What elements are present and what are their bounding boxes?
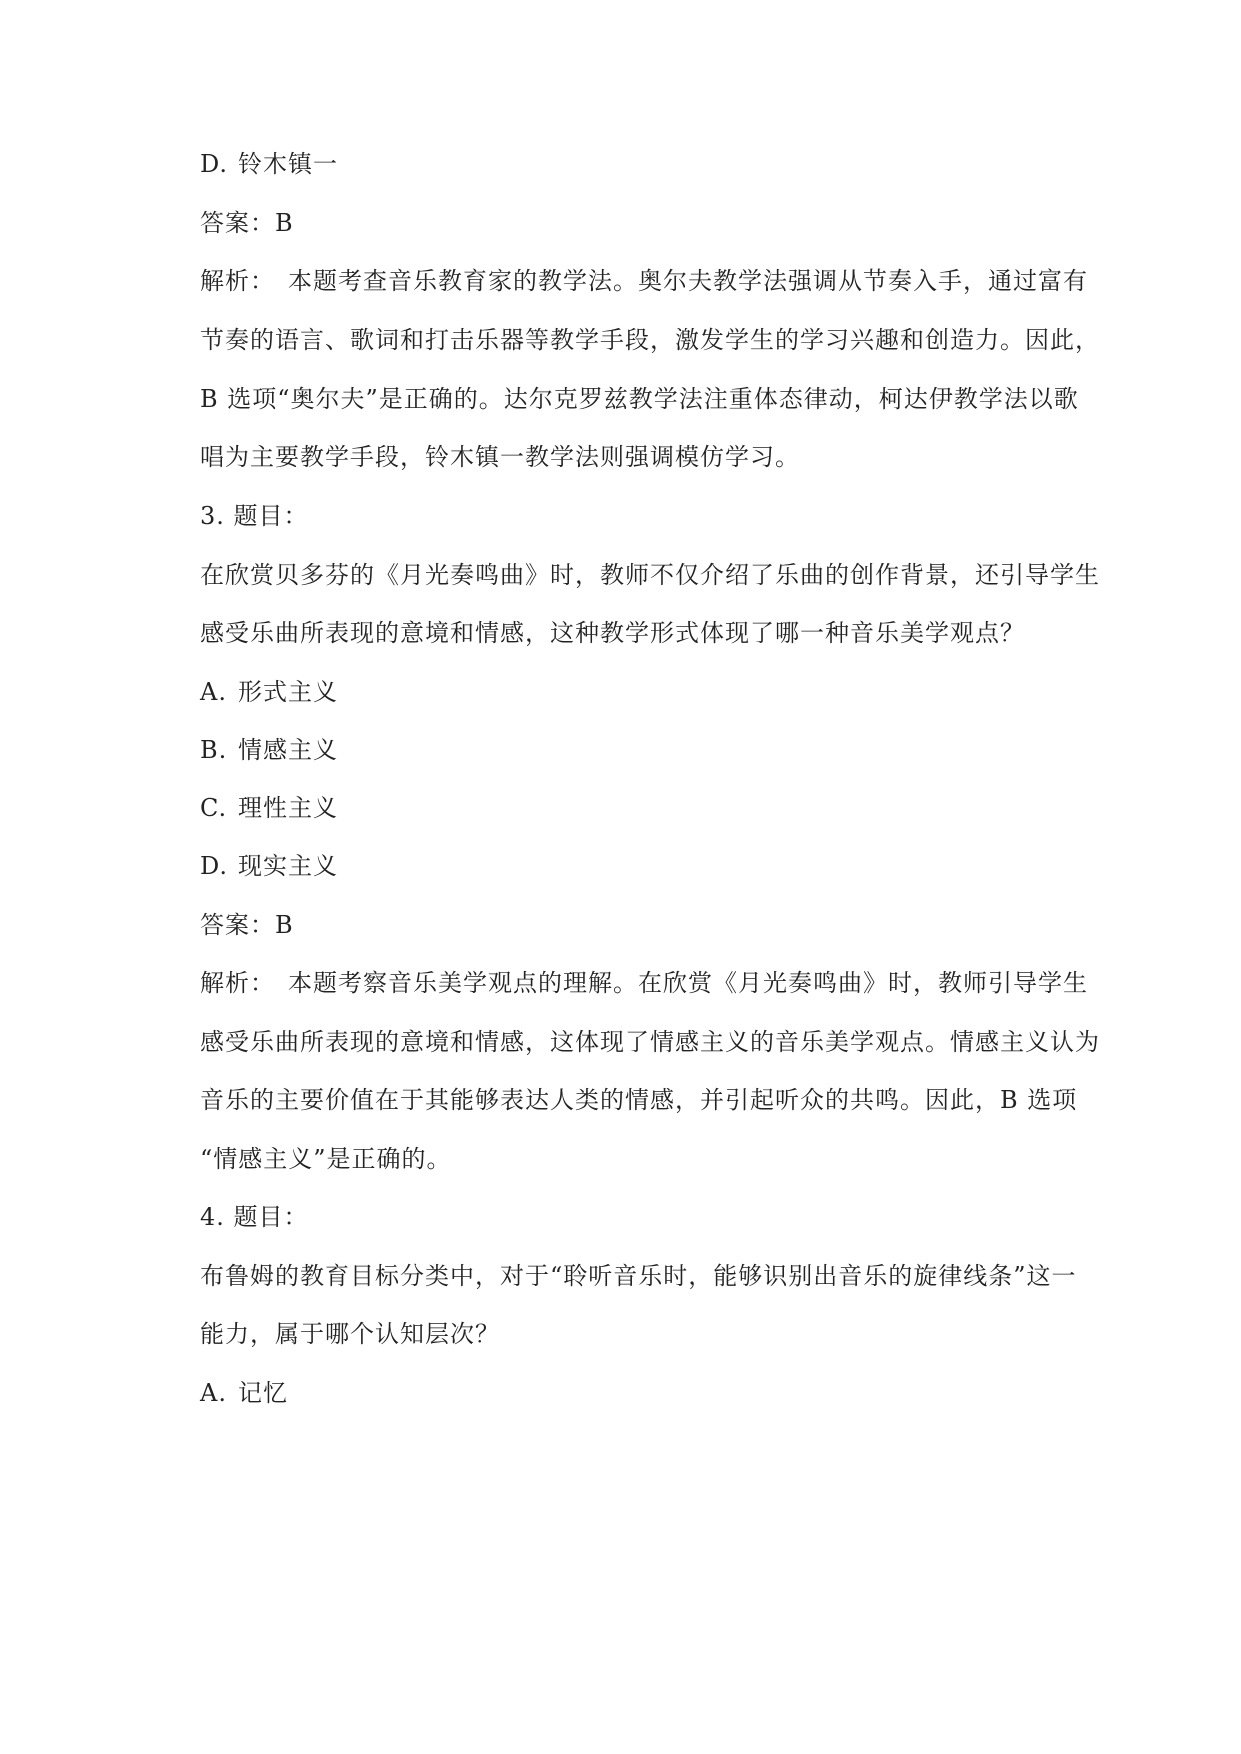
option-text: 形式主义 (238, 678, 338, 706)
option-text: 记忆 (238, 1379, 288, 1407)
explanation-text: 本题考查音乐教育家的教学法。奥尔夫教学法强调从节奏入手，通过富有 (288, 267, 1088, 295)
q3-stem-line-1: 在欣赏贝多芬的《月光奏鸣曲》时，教师不仅介绍了乐曲的创作背景，还引导学生 (200, 561, 1100, 589)
q2-option-d (200, 147, 1100, 181)
answer-value: B (275, 209, 294, 237)
q3-explanation-line-4: “情感主义”是正确的。 (200, 1145, 452, 1173)
answer-value: B (275, 911, 294, 939)
q3-explanation-line-3: 音乐的主要价值在于其能够表达人类的情感，并引起听众的共鸣。因此，B 选项 (200, 1086, 1078, 1114)
option-text: 铃木镇一 (238, 150, 338, 178)
q3-stem-line-2: 感受乐曲所表现的意境和情感，这种教学形式体现了哪一种音乐美学观点？ (200, 619, 1025, 647)
q3-answer (200, 908, 1100, 942)
option-letter: A. (200, 678, 227, 706)
q4-stem-line-1: 布鲁姆的教育目标分类中，对于“聆听音乐时，能够识别出音乐的旋律线条”这一 (200, 1262, 1077, 1290)
option-letter: D. (200, 150, 229, 178)
option-letter: B. (200, 736, 228, 764)
q4-heading: 4. 题目： (200, 1203, 309, 1231)
q3-option-c (200, 791, 1100, 825)
explanation-label: 解析： (200, 267, 275, 295)
answer-label: 答案： (200, 911, 275, 939)
explanation-text: 本题考察音乐美学观点的理解。在欣赏《月光奏鸣曲》时，教师引导学生 (288, 969, 1088, 997)
q2-explanation-line-4: 唱为主要教学手段，铃木镇一教学法则强调模仿学习。 (200, 443, 800, 471)
option-text: 理性主义 (238, 794, 338, 822)
q3-option-b (200, 733, 1100, 767)
option-letter: D. (200, 852, 229, 880)
option-letter: A. (200, 1379, 227, 1407)
q3-explanation-line-1 (200, 966, 1100, 1000)
option-text: 现实主义 (238, 852, 338, 880)
explanation-label: 解析： (200, 969, 275, 997)
q3-explanation-line-2: 感受乐曲所表现的意境和情感，这体现了情感主义的音乐美学观点。情感主义认为 (200, 1028, 1100, 1056)
q2-explanation-line-3: B 选项“奥尔夫”是正确的。达尔克罗兹教学法注重体态律动，柯达伊教学法以歌 (200, 385, 1079, 413)
q3-option-d (200, 849, 1100, 883)
q3-option-a (200, 675, 1100, 709)
q3-heading: 3. 题目： (200, 502, 309, 530)
q4-option-a (200, 1376, 1100, 1410)
q2-explanation-line-2: 节奏的语言、歌词和打击乐器等教学手段，激发学生的学习兴趣和创造力。因此， (200, 326, 1100, 354)
q2-explanation-line-1 (200, 264, 1100, 298)
q4-stem-line-2: 能力，属于哪个认知层次？ (200, 1320, 500, 1348)
q2-answer (200, 206, 1100, 240)
option-letter: C. (200, 794, 228, 822)
answer-label: 答案： (200, 209, 275, 237)
option-text: 情感主义 (238, 736, 338, 764)
